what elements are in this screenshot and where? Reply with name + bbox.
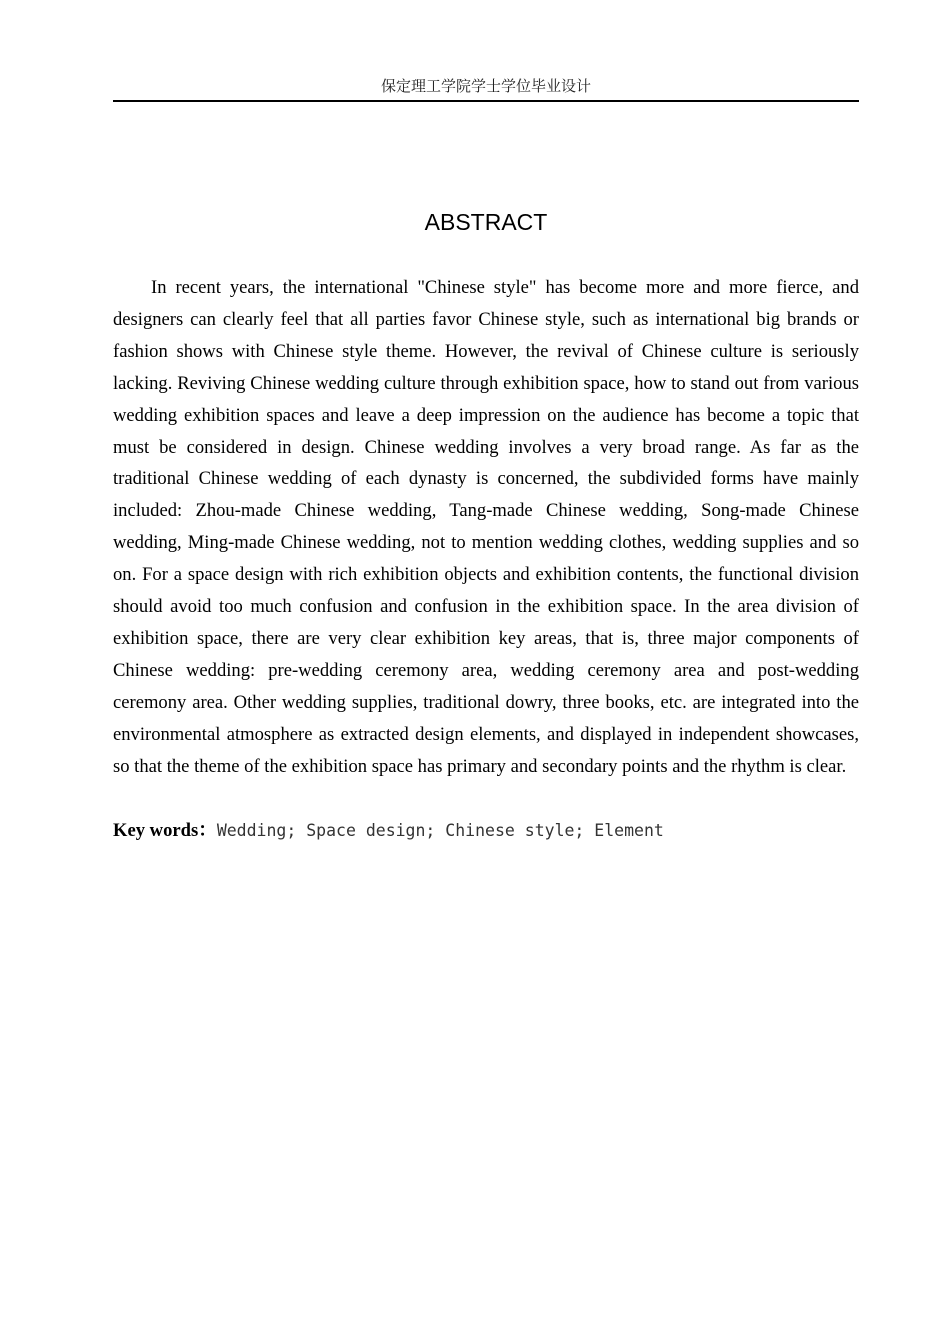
keywords-label: Key words： <box>113 820 217 841</box>
abstract-paragraph: In recent years, the international "Chinese style" has become more and more fierce, and designers can clearly feel that all parties favor Chinese style, such as international big brands or fashion shows with Chinese style theme. However, the revival of Chinese culture is seriously lacking. Reviving Chinese wedding culture through exhibition space, how to stand out from various wedding exhibition spaces and leave a deep impression on the audience has become a topic that must be considered in design. Chinese wedding involves a very broad range. As far as the traditional Chinese wedding of each dynasty is concerned, the subdivided forms have mainly included: Zhou-made Chinese wedding, Tang-made Chinese wedding, Song-made Chinese wedding, Ming-made Chinese wedding, not to mention wedding clothes, wedding supplies and so on. For a space design with rich exhibition objects and exhibition contents, the functional division should avoid too much confusion and confusion in the exhibition space. In the area division of exhibition space, there are very clear exhibition key areas, that is, three major components of Chinese wedding: pre-wedding ceremony area, wedding ceremony area and post-wedding ceremony area. Other wedding supplies, traditional dowry, three books, etc. are integrated into the environmental atmosphere as extracted design elements, and displayed in independent showcases, so that the theme of the exhibition space has primary and secondary points and the rhythm is clear. <box>113 277 859 777</box>
abstract-heading: ABSTRACT <box>424 209 548 235</box>
running-header-title: 保定理工学院学士学位毕业设计 <box>380 77 591 95</box>
header-divider <box>113 100 859 102</box>
keywords-value: Wedding; Space design; Chinese style; Element <box>216 821 664 840</box>
keywords-line <box>113 816 859 845</box>
